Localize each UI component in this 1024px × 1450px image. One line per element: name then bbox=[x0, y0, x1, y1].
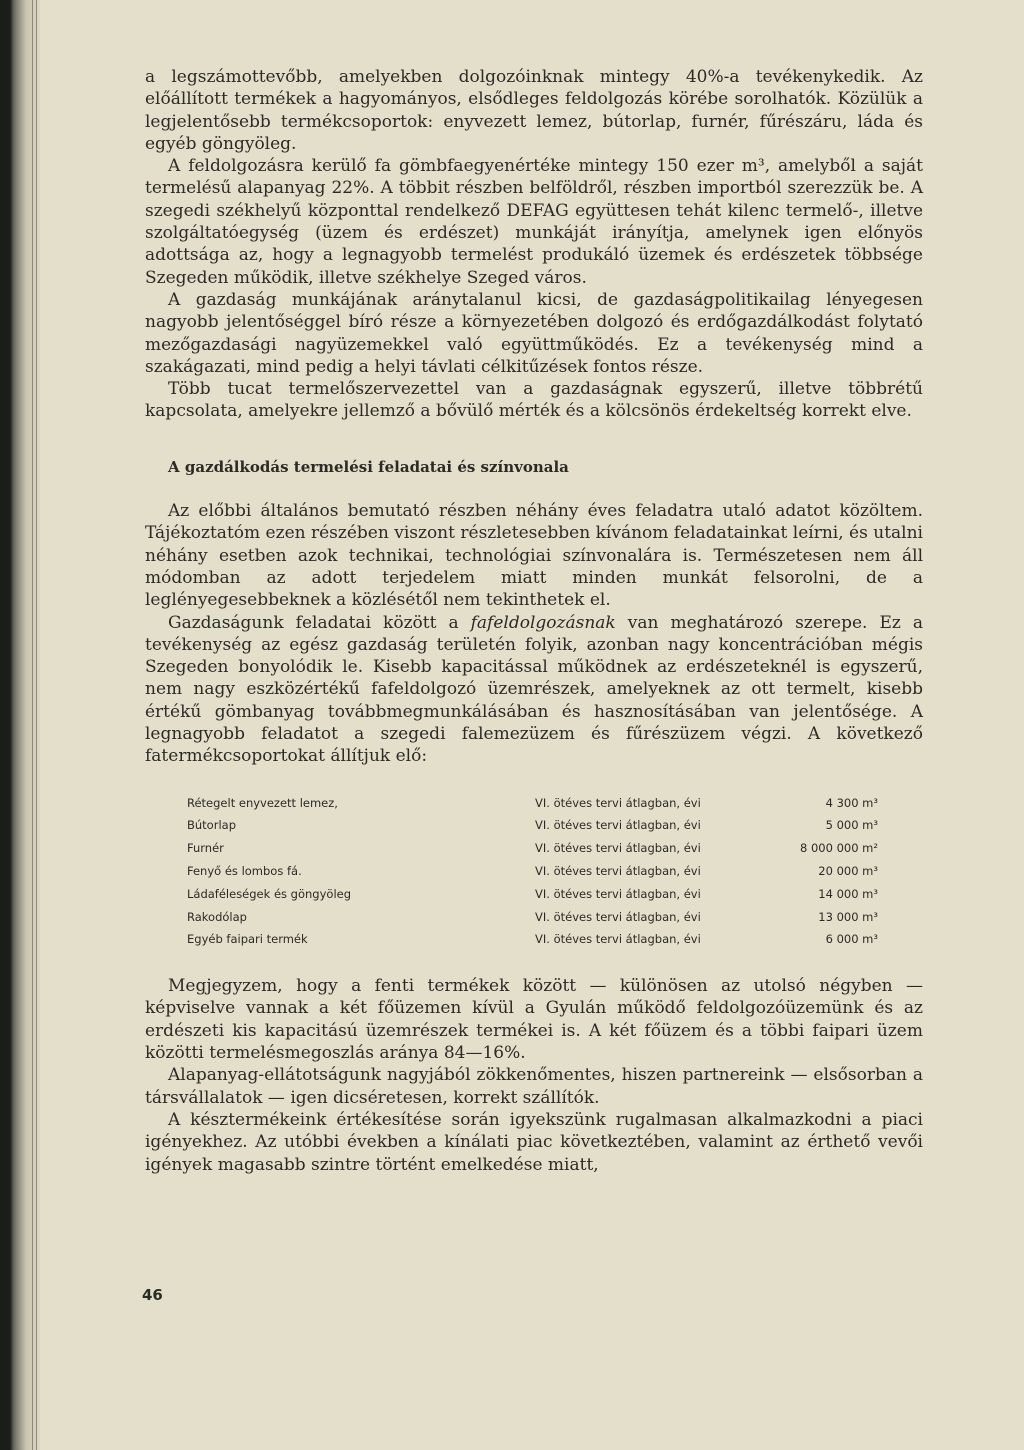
paragraph: a legszámottevőbb, amelyekben dolgozóinknak mintegy 40%-a tevékenykedik. Az előállított termékek a hagyományos, elsődleges feldolgozás körébe sorolhatók. Közülük a legjelentősebb termékcsoportok: enyvezett lemez, bútorlap, furnér, fűrészáru, láda és egyéb göngyöleg. bbox=[145, 67, 923, 154]
book-spine-shadow bbox=[0, 0, 40, 1450]
table-row bbox=[187, 928, 878, 951]
section-heading: A gazdálkodás termelési feladatai és színvonala bbox=[168, 457, 569, 476]
product-quantity: 20 000 m³ bbox=[818, 864, 878, 878]
products-table bbox=[187, 792, 878, 952]
emphasis-term: fafeldolgozásnak bbox=[470, 612, 616, 633]
table-row bbox=[187, 837, 878, 860]
product-quantity: 8 000 000 m² bbox=[800, 841, 878, 856]
product-period: VI. ötéves tervi átlagban, évi bbox=[535, 864, 701, 878]
product-quantity: 6 000 m³ bbox=[825, 932, 878, 947]
product-name: Ládaféleségek és göngyöleg bbox=[187, 886, 352, 901]
text-run: Gazdaságunk feladatai között a bbox=[168, 612, 471, 633]
page-number: 46 bbox=[142, 1286, 163, 1304]
product-period: VI. ötéves tervi átlagban, évi bbox=[535, 841, 701, 856]
table-row bbox=[187, 814, 878, 837]
paragraph: Több tucat termelőszervezettel van a gazdaságnak egyszerű, illetve többrétű kapcsolata, amelyekre jellemző a bővülő mérték és a kölcsönös érdekeltség korrekt elve. bbox=[145, 379, 923, 422]
product-name: Rakodólap bbox=[187, 909, 247, 924]
product-quantity: 4 300 m³ bbox=[825, 795, 878, 810]
paragraph: A feldolgozásra kerülő fa gömbfaegyenértéke mintegy 150 ezer m³, amelyből a saját termelésű alapanyag 22%. A többit részben belföldről, részben importból szerezzük be. A szegedi székhelyű központtal rendelkező DEFAG együttesen tehát kilenc termelő-, illetve szolgáltatóegység (üzem és erdészet) munkáját irányítja, amelynek igen előnyös adottsága az, hogy a legnagyobb termelést produkáló üzemek és erdészetek többsége Szegeden működik, illetve székhelye Szeged város. bbox=[145, 156, 923, 288]
product-name: Fenyő és lombos fá. bbox=[187, 864, 302, 878]
spine-edge-line bbox=[36, 0, 37, 1450]
product-quantity: 14 000 m³ bbox=[818, 886, 878, 901]
product-name: Egyéb faipari termék bbox=[187, 932, 308, 947]
product-quantity: 5 000 m³ bbox=[825, 818, 878, 833]
product-period: VI. ötéves tervi átlagban, évi bbox=[535, 795, 701, 810]
product-name: Bútorlap bbox=[187, 818, 236, 833]
spine-edge-line bbox=[32, 0, 33, 1450]
product-period: VI. ötéves tervi átlagban, évi bbox=[535, 932, 701, 947]
product-name: Furnér bbox=[187, 841, 224, 856]
paragraph-processing bbox=[145, 612, 923, 768]
table-row bbox=[187, 906, 878, 929]
product-period: VI. ötéves tervi átlagban, évi bbox=[535, 886, 701, 901]
page-body bbox=[145, 66, 923, 1176]
table-row bbox=[187, 860, 878, 883]
paragraph: A gazdaság munkájának aránytalanul kicsi, de gazdaságpolitikailag lényegesen nagyobb jelentőséggel bíró része a környezetében dolgozó és erdőgazdálkodást folytató mezőgazdasági nagyüzemekkel való együttműködés. Ez a tevékenység mind a szakágazati, mind pedig a helyi távlati célkitűzések fontos része. bbox=[145, 289, 923, 377]
table-row bbox=[187, 883, 878, 906]
table-row bbox=[187, 792, 878, 815]
paragraph: Alapanyag-ellátotságunk nagyjából zökkenőmentes, hiszen partnereink — elsősorban a társvállalatok — igen dicséretesen, korrekt szállítók. bbox=[145, 1065, 923, 1108]
paragraph: A késztermékeink értékesítése során igyekszünk rugalmasan alkalmazkodni a piaci igényekhez. Az utóbbi években a kínálati piac következtében, valamint az érthető vevői igények magasabb szintre történt emelkedése miatt, bbox=[145, 1109, 923, 1175]
paragraph: Az előbbi általános bemutató részben néhány éves feladatra utaló adatot közöltem. Tájékoztatóm ezen részében viszont részletesebben kívánom feladatainkat leírni, és utalni néhány esetben azok technikai, technológiai színvonalára is. Természetesen nem áll módomban az adott terjedelem miatt minden munkát felsorolni, de a leglényegesebbeknek a közlésétől nem tekinthetek el. bbox=[145, 501, 923, 611]
text-run: van meghatározó szerepe. Ez a tevékenység az egész gazdaság területén folyik, azonban nagy koncentrációban mégis Szegeden bonyolódik le. Kisebb kapacitással működnek az erdészeteknél is egyszerű, nem nagy eszközértékű fafeldolgozó üzemrészek, amelyeknek az ott termelt, kisebb értékű gömbanyag továbbmegmunkálásában és hasznosításában van jelentősége. A legnagyobb feladatot a szegedi falemezüzem és fűrészüzem végzi. A következő fatermékcsoportokat állítjuk elő: bbox=[145, 612, 923, 767]
product-quantity: 13 000 m³ bbox=[818, 909, 878, 924]
paragraph: Megjegyzem, hogy a fenti termékek között — különösen az utolsó négyben — képviselve vannak a két főüzemen kívül a Gyulán működő feldolgozóüzemünk és az erdészeti kis kapacitású üzemrészek termékei is. A két főüzem és a többi faipari üzem közötti termelésmegoszlás aránya 84—16%. bbox=[145, 976, 923, 1064]
product-period: VI. ötéves tervi átlagban, évi bbox=[535, 818, 701, 833]
product-period: VI. ötéves tervi átlagban, évi bbox=[535, 909, 701, 924]
product-name: Rétegelt enyvezett lemez, bbox=[187, 795, 338, 810]
